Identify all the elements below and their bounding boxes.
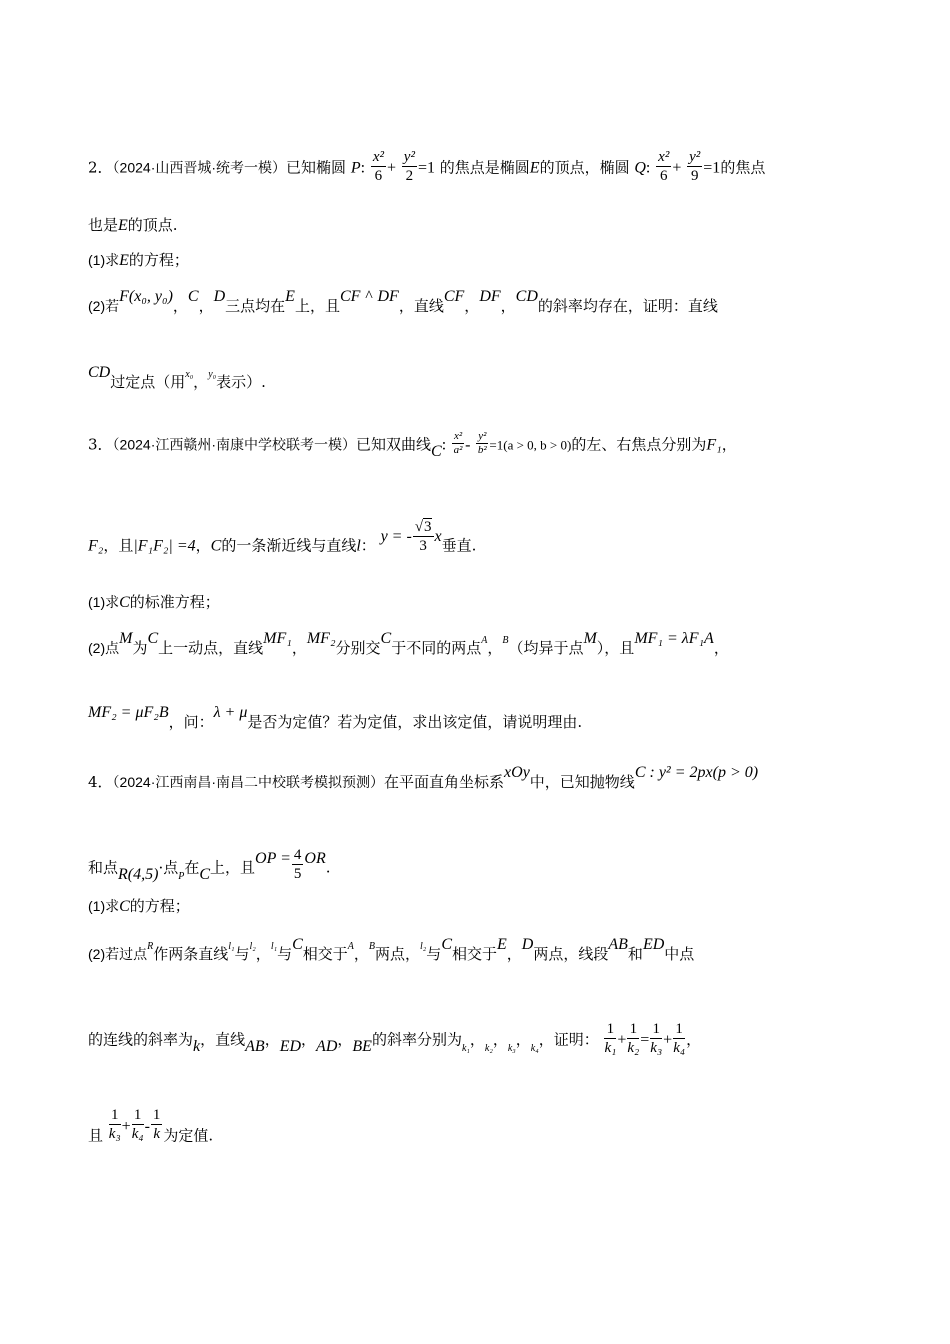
frac-1-k2: $\frac{1}{\text{k₂}}$: [627, 1021, 640, 1056]
q4-line-1: 4．（2024·江西南昌·南昌二中校联考模拟预测）在平面直角坐标系xOy中，已知抛物线C : y² = 2px(p > 0): [88, 764, 759, 791]
q2-part-2-cont: CD过定点（用$^{x_0}$，$^{y_0}$表示）.: [88, 364, 266, 391]
q4-part-2: (2)若过点$^R$作两条直线$^{l_1}$与$^{l_2}$，$^{l_1}$与C相交于$^A$，$^B$两点，$^{l_2}$与C相交于E，D两点，线段AB和ED中点: [88, 936, 695, 963]
q3-number: 3．: [88, 435, 113, 454]
q4-source: （2024·江西南昌·南昌二中校联考模拟预测）: [112, 774, 385, 790]
frac-1-k1: $\frac{1}{\text{k₁}}$: [604, 1021, 617, 1056]
q2-line-2: 也是E的顶点.: [88, 216, 178, 234]
q3-part-2: (2)点M为C上一动点，直线MF₁，MF₂分别交C于不同的两点$^A$，$^B$（均异于点M），且MF₁ = λF₁A，: [88, 630, 729, 657]
frac-1-k: $\frac{1}{k}$: [152, 1107, 161, 1142]
q3-line-2: F₂，且|F₁F₂| =4，C的一条渐近线与直线l： y = - $\frac{√3}{3}$ x垂直.: [88, 519, 477, 555]
q3-part-1: (1)求C的标准方程；: [88, 593, 220, 611]
q4-number: 4．: [88, 773, 113, 791]
q3-source: （2024·江西赣州·南康中学校联考一模）: [112, 436, 357, 453]
q2-part-1: (1)求E的方程；: [88, 251, 189, 269]
q2-number: 2．: [88, 158, 113, 177]
frac-x2-a2: $\frac{\text{x²}}{\text{a²}}$: [453, 430, 463, 456]
q4-line-2: 和点R(4,5)·点$_P$在C上，且OP = $\frac{4}{5}$ OR.: [88, 847, 331, 883]
frac-x2-6: $\frac{\text{x²}}{6}$: [372, 149, 384, 184]
q2-line-1: 2．（2024·山西晋城·统考一模）已知椭圆 P: $\frac{\text{x²}}{6}$ + $\frac{\text{y²}}{2}$ =1 的焦点是椭圆E的顶点，椭圆 Q: $\frac{\text{x²}}{6}$ + $\frac{\text{y²}}{9}$ =1的焦点: [88, 149, 766, 184]
frac-1-k4b: $\frac{1}{\text{k₄}}$: [131, 1107, 144, 1142]
q4-part-2-line-3: 且 $\frac{1}{\text{k₃}}$ + $\frac{1}{\text{k₄}}$ - $\frac{1}{k}$ 为定值.: [88, 1107, 214, 1145]
q2-part-2: (2)若F(x₀, y₀)，C，D三点均在E上，且CF ^ DF，直线CF，DF，CD的斜率均存在，证明：直线: [88, 288, 718, 315]
ellipse-q: Q: [634, 159, 646, 177]
frac-4-5: $\frac{4}{5}$: [293, 847, 302, 882]
frac-x2-6b: $\frac{\text{x²}}{6}$: [658, 149, 670, 184]
q4-part-2-line-2: 的连线的斜率为k，直线AB，ED，AD，BE的斜率分别为$_{k_1}$，$_{k_2}$，$_{k_3}$，$_{k_4}$，证明： $\frac{1}{\text{k₁}}$ + $\frac{1}{\text{k₂}}$ = $\frac{1}{\text{k₃}}$ + $\frac{1}{\text{k₄}}$ ，: [88, 1021, 702, 1056]
q4-part-1: (1)求C的方程；: [88, 897, 190, 915]
ellipse-p: P: [350, 159, 361, 177]
frac-1-k3: $\frac{1}{\text{k₃}}$: [650, 1021, 663, 1056]
frac-1-k3b: $\frac{1}{\text{k₃}}$: [108, 1107, 121, 1142]
q2-source: （2024·山西晋城·统考一模）: [112, 159, 287, 176]
frac-y2-b2: $\frac{\text{y²}}{\text{b²}}$: [477, 430, 487, 456]
q3-line-1: 3．（2024·江西赣州·南康中学校联考一模）已知双曲线C: $\frac{\text{x²}}{\text{a²}}$ - $\frac{\text{y²}}{\text{b²}}$ =1(a > 0, b > 0)的左、右焦点分别为F₁，: [88, 430, 737, 460]
frac-sqrt3-3: $\frac{√3}{3}$: [414, 519, 432, 554]
frac-y2-2: $\frac{\text{y²}}{2}$: [403, 149, 415, 184]
frac-1-k4: $\frac{1}{\text{k₄}}$: [673, 1021, 686, 1056]
frac-y2-9: $\frac{\text{y²}}{9}$: [689, 149, 701, 184]
q3-part-2-cont: MF₂ = μF₂B，问：λ + μ是否为定值？若为定值，求出该定值，请说明理由.: [88, 704, 583, 731]
